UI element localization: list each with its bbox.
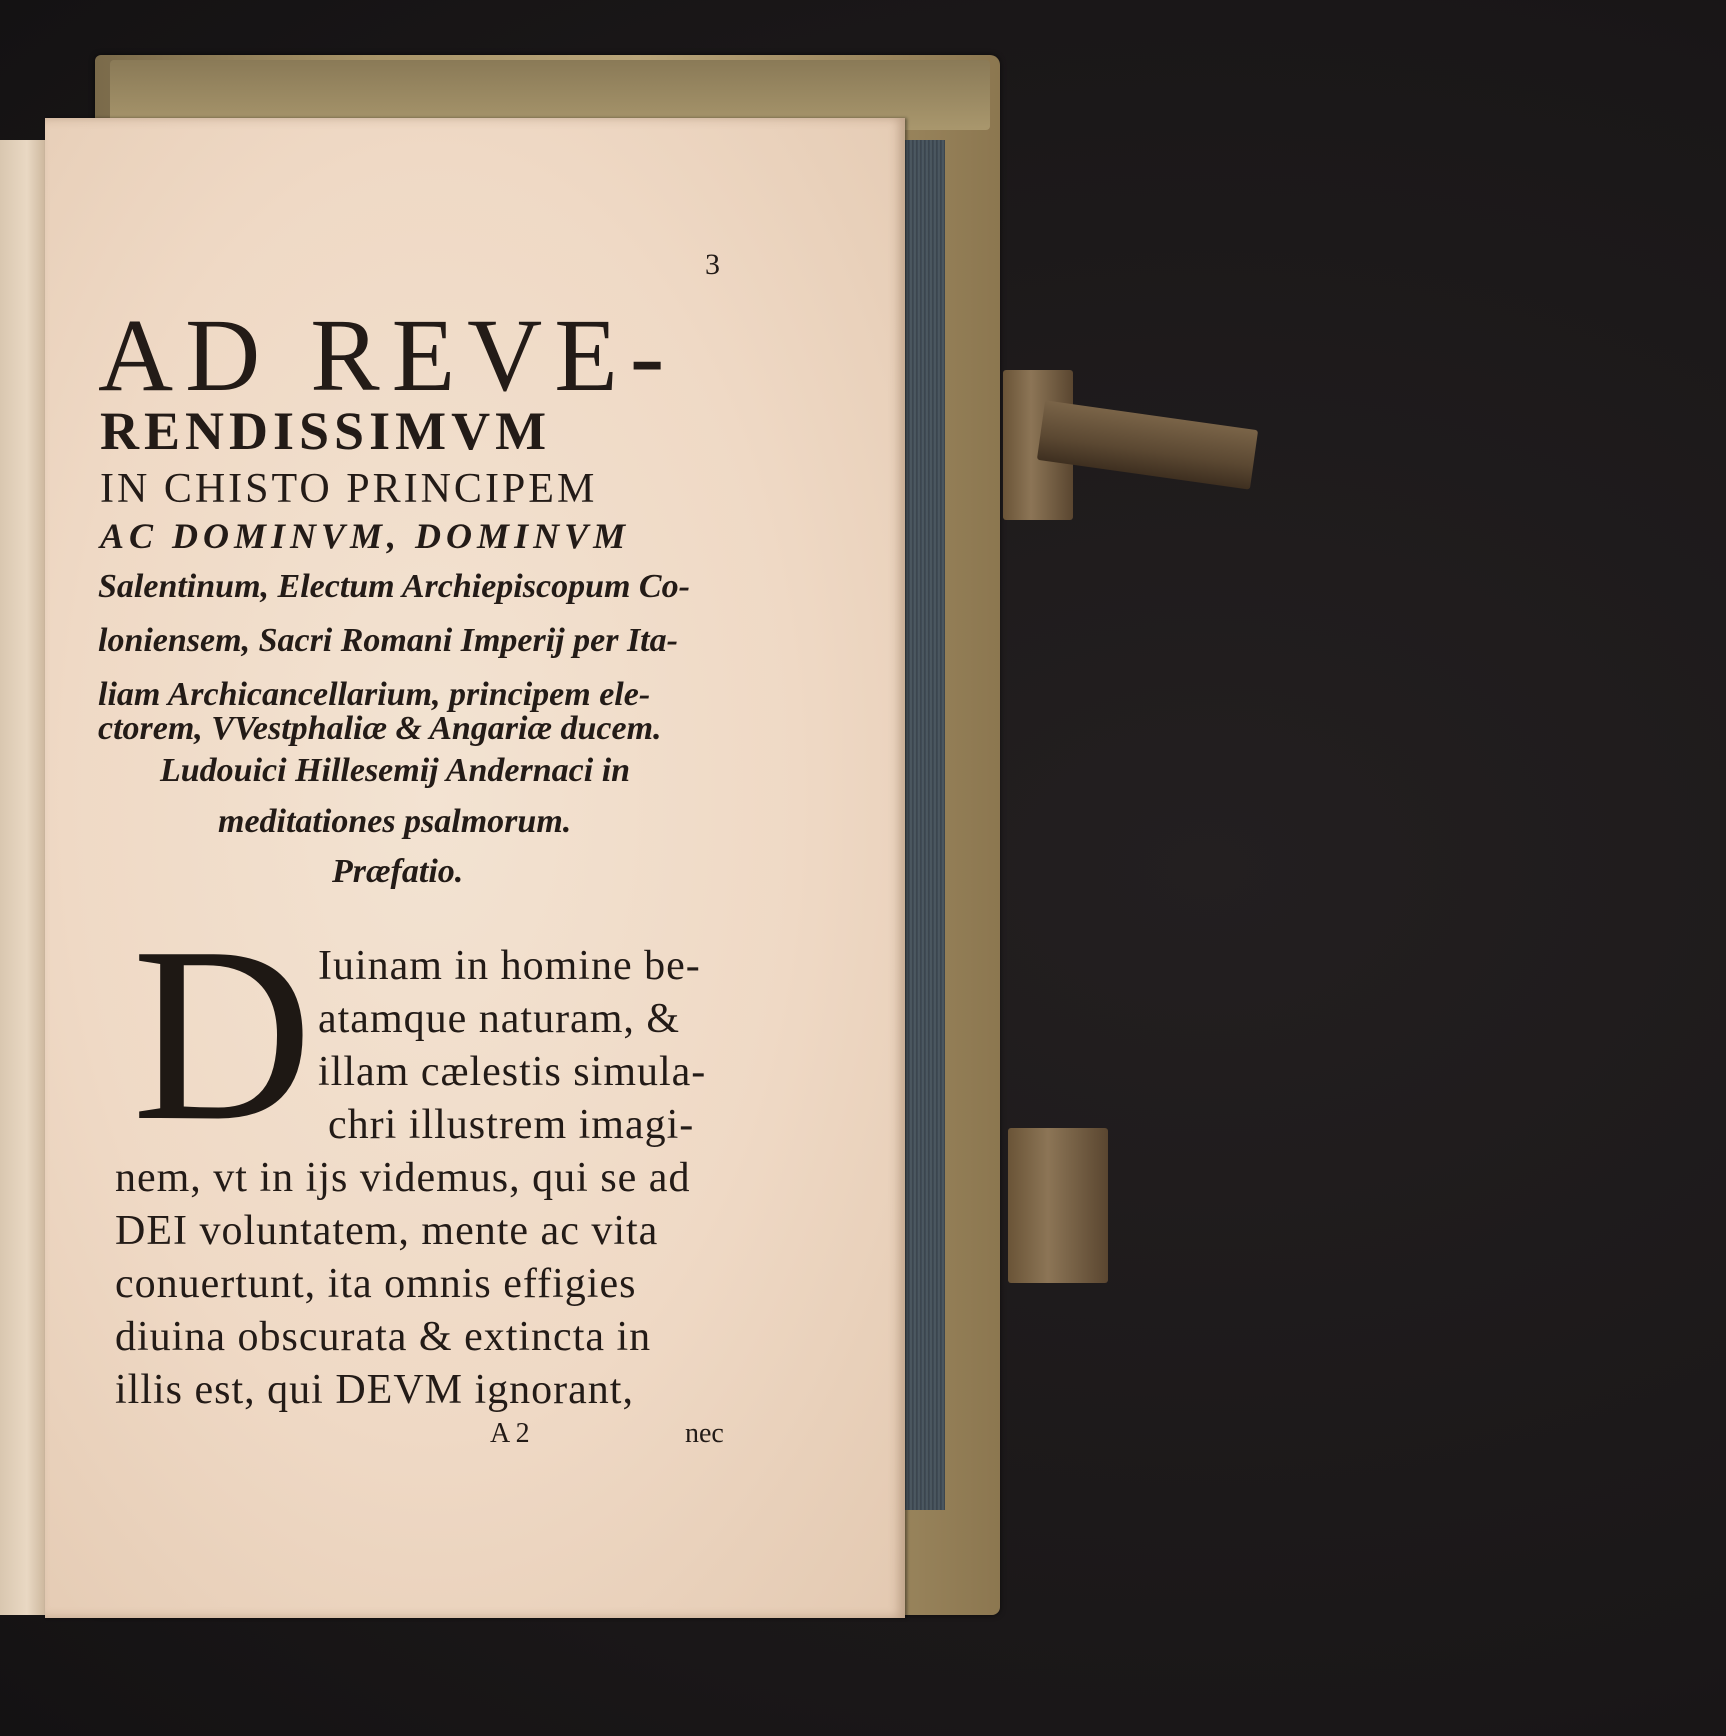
body-line: chri illustrem imagi- xyxy=(328,1102,695,1148)
heading-line-4: AC DOMINVM, DOMINVM xyxy=(100,516,631,556)
body-line: diuina obscurata & extincta in xyxy=(115,1314,652,1360)
body-line: conuertunt, ita omnis effigies xyxy=(115,1261,637,1307)
dedication-line: Salentinum, Electum Archiepiscopum Co- xyxy=(98,568,690,605)
page-edges xyxy=(905,140,945,1510)
author-line: Ludouici Hillesemij Andernaci in xyxy=(160,752,631,789)
body-line: atamque naturam, & xyxy=(318,996,681,1042)
body-line: illis est, qui DEVM ignorant, xyxy=(115,1367,634,1413)
praefatio-label: Præfatio. xyxy=(332,853,464,890)
body-line: DEI voluntatem, mente ac vita xyxy=(115,1208,659,1254)
body-line: Iuinam in homine be- xyxy=(318,943,701,989)
left-page-edge xyxy=(0,140,45,1615)
signature-mark: A 2 xyxy=(490,1418,530,1449)
heading-line-3: IN CHISTO PRINCIPEM xyxy=(100,466,598,512)
dedication-line: ctorem, VVestphaliæ & Angariæ ducem. xyxy=(98,710,662,747)
page-number: 3 xyxy=(705,248,720,281)
body-line: nem, vt in ijs videmus, qui se ad xyxy=(115,1155,691,1201)
body-line: illam cælestis simula- xyxy=(318,1049,707,1095)
lower-clasp xyxy=(1008,1128,1108,1283)
heading-line-2: RENDISSIMVM xyxy=(100,401,552,461)
author-line: meditationes psalmorum. xyxy=(218,803,572,840)
heading-line-1: AD REVE- xyxy=(98,298,677,413)
drop-cap: D xyxy=(132,896,313,1173)
dedication-line: loniensem, Sacri Romani Imperij per Ita- xyxy=(98,622,678,659)
catchword: nec xyxy=(685,1418,724,1449)
dedication-line: liam Archicancellarium, principem ele- xyxy=(98,676,651,713)
